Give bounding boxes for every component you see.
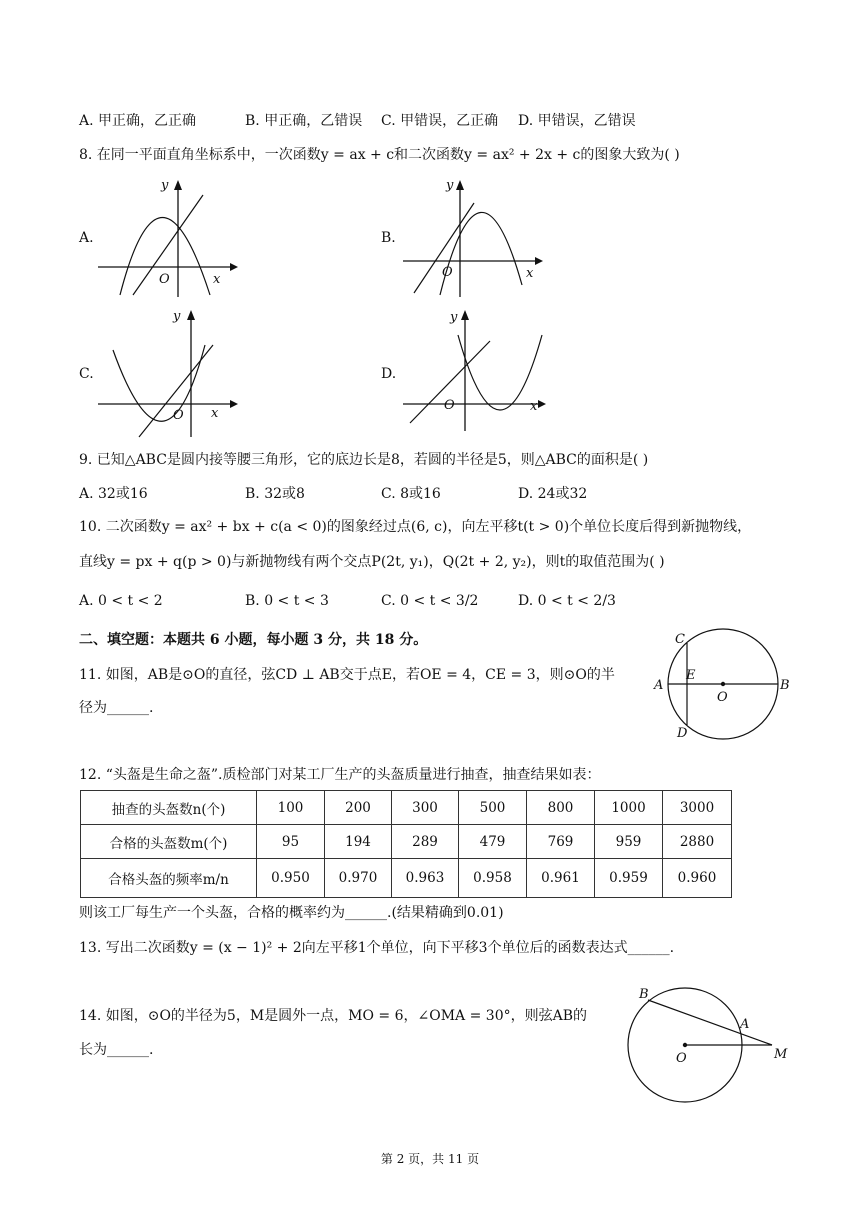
q11-stem-line2: 径为______.	[79, 700, 154, 716]
table-cell: 100	[257, 791, 325, 825]
table-cell: 800	[527, 791, 595, 825]
q8d-x-label: x	[530, 399, 538, 414]
q7-option-c: C. 甲错误，乙正确	[381, 113, 499, 129]
q9-option-c: C. 8或16	[381, 486, 441, 502]
table-cell: 0.970	[325, 859, 392, 898]
table-cell: 3000	[663, 791, 732, 825]
q10-option-a: A. 0 < t < 2	[79, 593, 163, 609]
q8-graph-label-b: B.	[381, 230, 396, 246]
q8d-y-label: y	[450, 310, 458, 325]
table-row	[81, 791, 732, 825]
q9-option-b: B. 32或8	[245, 486, 305, 502]
q9-stem: 9. 已知△ABC是圆内接等腰三角形，它的底边长是8，若圆的半径是5，则△ABC的面积是( )	[79, 452, 649, 468]
q11-label-c: C	[675, 632, 685, 647]
table-cell: 0.961	[527, 859, 595, 898]
q13-stem: 13. 写出二次函数y = (x − 1)² + 2向左平移1个单位，向下平移3个单位后的函数表达式______.	[79, 940, 675, 956]
q14-stem-line2: 长为______.	[79, 1042, 154, 1058]
q8-graph-a	[95, 175, 240, 300]
table-cell: 289	[392, 825, 459, 859]
q11-label-o: O	[717, 690, 728, 705]
q14-stem-line1: 14. 如图，⊙O的半径为5，M是圆外一点，MO = 6，∠OMA = 30°，则弦AB的	[79, 1008, 588, 1024]
table-cell: 769	[527, 825, 595, 859]
q10-stem-line2: 直线y = px + q(p > 0)与新抛物线有两个交点P(2t, y₁)，Q(2t + 2, y₂)，则t的取值范围为( )	[79, 554, 665, 570]
table-row	[81, 859, 732, 898]
q8c-y-label: y	[173, 309, 181, 324]
q14-circle-figure	[622, 980, 797, 1105]
q8d-origin-label: O	[444, 398, 455, 413]
table-cell: 200	[325, 791, 392, 825]
q8-graph-c	[95, 305, 240, 440]
table-row	[81, 825, 732, 859]
q10-option-c: C. 0 < t < 3/2	[381, 593, 479, 609]
q12-frequency-table	[80, 790, 732, 898]
table-cell: 2880	[663, 825, 732, 859]
table-cell: 500	[459, 791, 527, 825]
page-footer: 第 2 页，共 11 页	[380, 1152, 480, 1166]
q12-stem: 12. “头盔是生命之盔”.质检部门对某工厂生产的头盔质量进行抽查，抽查结果如表：	[79, 767, 601, 783]
q14-label-m: M	[774, 1047, 788, 1062]
q8-stem: 8. 在同一平面直角坐标系中，一次函数y = ax + c和二次函数y = ax² + 2x + c的图象大致为( )	[79, 147, 680, 163]
q8a-y-label: y	[161, 178, 169, 193]
section-heading-fill-in: 二、填空题：本题共 6 小题，每小题 3 分，共 18 分。	[79, 632, 428, 648]
table-cell: 95	[257, 825, 325, 859]
q8a-origin-label: O	[159, 272, 170, 287]
q8b-origin-label: O	[442, 265, 453, 280]
q8-graph-b	[400, 175, 545, 300]
q10-option-b: B. 0 < t < 3	[245, 593, 329, 609]
table-cell: 479	[459, 825, 527, 859]
q14-label-o: O	[676, 1051, 687, 1066]
q9-option-d: D. 24或32	[518, 486, 588, 502]
q12-answer-line: 则该工厂每生产一个头盔，合格的概率约为______.(结果精确到0.01)	[79, 905, 504, 921]
table-row-head: 合格头盔的频率m/n	[81, 859, 257, 898]
q8a-x-label: x	[213, 272, 221, 287]
q14-label-b: B	[639, 987, 649, 1002]
q11-label-e: E	[686, 668, 696, 683]
q8-graph-d	[400, 305, 550, 435]
q11-label-d: D	[677, 726, 688, 741]
q11-stem-line1: 11. 如图，AB是⊙O的直径，弦CD ⊥ AB交于点E，若OE = 4，CE = 3，则⊙O的半	[79, 667, 615, 683]
q8b-x-label: x	[526, 266, 534, 281]
q7-option-a: A. 甲正确，乙正确	[79, 113, 197, 129]
q10-stem-line1: 10. 二次函数y = ax² + bx + c(a < 0)的图象经过点(6, c)，向左平移t(t > 0)个单位长度后得到新抛物线，	[79, 519, 752, 535]
q14-label-a: A	[740, 1017, 750, 1032]
q8-graph-label-c: C.	[79, 366, 94, 382]
table-cell: 0.963	[392, 859, 459, 898]
table-cell: 0.950	[257, 859, 325, 898]
table-cell: 959	[595, 825, 663, 859]
q8b-y-label: y	[446, 178, 454, 193]
q8-graph-label-d: D.	[381, 366, 397, 382]
q11-label-b: B	[780, 678, 790, 693]
table-row-head: 抽查的头盔数n(个)	[81, 791, 257, 825]
table-cell: 194	[325, 825, 392, 859]
table-cell: 0.960	[663, 859, 732, 898]
q10-option-d: D. 0 < t < 2/3	[518, 593, 616, 609]
table-cell: 0.959	[595, 859, 663, 898]
table-row-head: 合格的头盔数m(个)	[81, 825, 257, 859]
q7-option-d: D. 甲错误，乙错误	[518, 113, 636, 129]
q11-label-a: A	[654, 678, 664, 693]
table-cell: 1000	[595, 791, 663, 825]
q8c-origin-label: O	[173, 408, 184, 423]
q11-circle-figure	[650, 625, 800, 745]
q8-graph-label-a: A.	[79, 230, 94, 246]
q7-option-b: B. 甲正确，乙错误	[245, 113, 363, 129]
table-cell: 300	[392, 791, 459, 825]
table-cell: 0.958	[459, 859, 527, 898]
q9-option-a: A. 32或16	[79, 486, 148, 502]
q8c-x-label: x	[211, 406, 219, 421]
